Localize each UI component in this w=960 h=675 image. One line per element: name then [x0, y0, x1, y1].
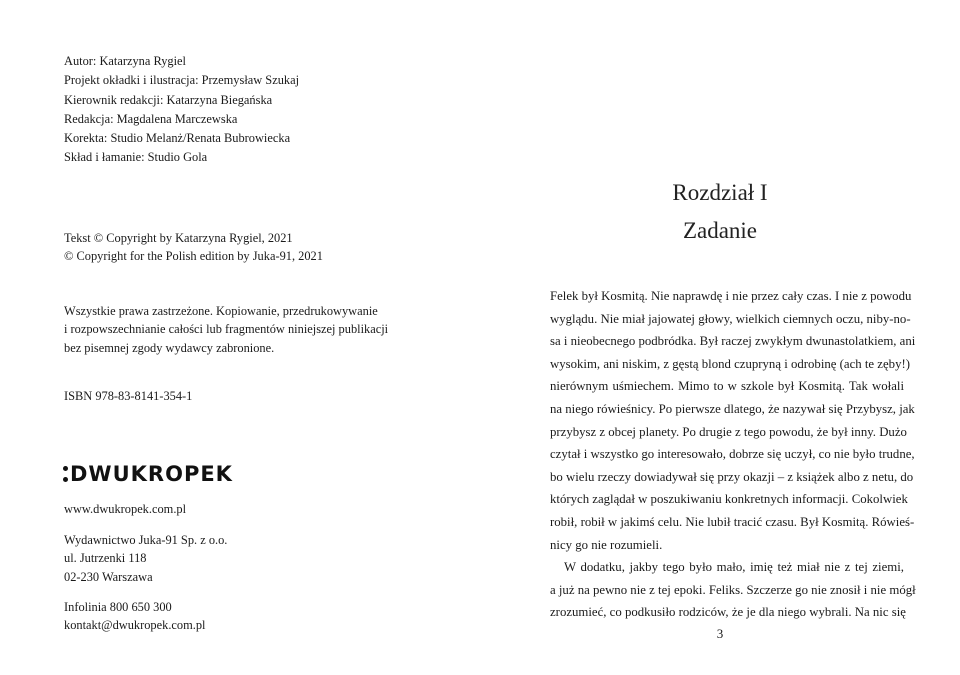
credit-proofreading: Korekta: Studio Melanż/Renata Bubrowiecka	[64, 131, 291, 146]
rights-notice	[64, 302, 388, 357]
colon-icon	[63, 466, 68, 482]
publisher-city: 02-230 Warszawa	[64, 569, 153, 584]
chapter-number: Rozdział I	[672, 180, 768, 205]
copyright-text: Tekst © Copyright by Katarzyna Rygiel, 2021	[64, 231, 293, 245]
text-line: zrozumieć, co podkusiło rodziców, że je dla niego wybrali. Na nic się	[550, 605, 906, 620]
publisher-street: ul. Jutrzenki 118	[64, 551, 147, 566]
contact-block	[64, 598, 206, 635]
contact-email[interactable]: kontakt@dwukropek.com.pl	[64, 618, 206, 633]
page-number: 3	[716, 626, 724, 641]
logo-text: DWUKROPEK	[70, 462, 233, 486]
credit-editor-in-chief: Kierownik redakcji: Katarzyna Biegańska	[64, 92, 273, 107]
credits-block	[64, 52, 299, 168]
text-line: a już na pewno nie z tej epoki. Feliks. Szczerze go nie znosił i nie mógł	[550, 582, 916, 597]
credit-editing: Redakcja: Magdalena Marczewska	[64, 111, 238, 126]
copyright-edition: © Copyright for the Polish edition by Juka-91, 2021	[64, 249, 323, 264]
credit-cover: Projekt okładki i ilustracja: Przemysław Szukaj	[64, 73, 300, 88]
publisher-logo	[63, 462, 233, 486]
website-link[interactable]: www.dwukropek.com.pl	[64, 502, 187, 516]
text-line: których zaglądał w poszukiwaniu konkretnych informacji. Cokolwiek	[550, 492, 908, 507]
text-line: wysokim, ani niskim, z gęstą blond czupryną i odrobinę (ach te zęby!)	[550, 356, 910, 371]
rights-line: i rozpowszechnianie całości lub fragmentów niniejszej publikacji	[64, 322, 389, 337]
text-line: wyglądu. Nie miał jajowatej głowy, wielkich ciemnych oczu, niby-no-	[550, 311, 911, 326]
chapter-title: Zadanie	[682, 218, 758, 243]
publisher-name: Wydawnictwo Juka-91 Sp. z o.o.	[64, 533, 228, 547]
publisher-address	[64, 531, 227, 586]
credit-author: Autor: Katarzyna Rygiel	[64, 54, 186, 68]
right-page	[480, 0, 960, 675]
text-line: W dodatku, jakby tego było mało, imię też miał nie z tej ziemi,	[564, 560, 904, 575]
text-line: bo wielu rzeczy dowiadywał się przy okazji – z książek albo z netu, do	[550, 469, 914, 484]
copyright-block	[64, 229, 323, 266]
isbn: ISBN 978-83-8141-354-1	[64, 389, 193, 403]
hotline: Infolinia 800 650 300	[64, 600, 172, 614]
text-line: przybysz z obcej planety. Po drugie z tego powodu, że był inny. Dużo	[550, 424, 907, 439]
text-line: robił, robił w jakimś celu. Nie lubił tracić czasu. Był Kosmitą. Rówieś-	[550, 514, 915, 529]
text-line: nicy go nie rozumieli.	[550, 537, 663, 552]
credit-typesetting: Skład i łamanie: Studio Gola	[64, 150, 208, 165]
text-line: czytał i wszystko go interesowało, dobrze się uczył, co nie było trudne,	[550, 447, 915, 462]
rights-line: bez pisemnej zgody wydawcy zabronione.	[64, 340, 275, 355]
text-line: Felek był Kosmitą. Nie naprawdę i nie przez cały czas. I nie z powodu	[550, 289, 912, 303]
text-line: nierównym uśmiechem. Mimo to w szkole był Kosmitą. Tak wołali	[550, 379, 904, 394]
text-line: na niego rówieśnicy. Po pierwsze dlatego, że nazywał się Przybysz, jak	[550, 401, 915, 416]
rights-line: Wszystkie prawa zastrzeżone. Kopiowanie, przedrukowywanie	[64, 304, 378, 318]
body-text	[550, 285, 916, 624]
text-line: sa i nieobecnego podbródka. Był raczej zwykłym dwunastolatkiem, ani	[550, 334, 916, 349]
